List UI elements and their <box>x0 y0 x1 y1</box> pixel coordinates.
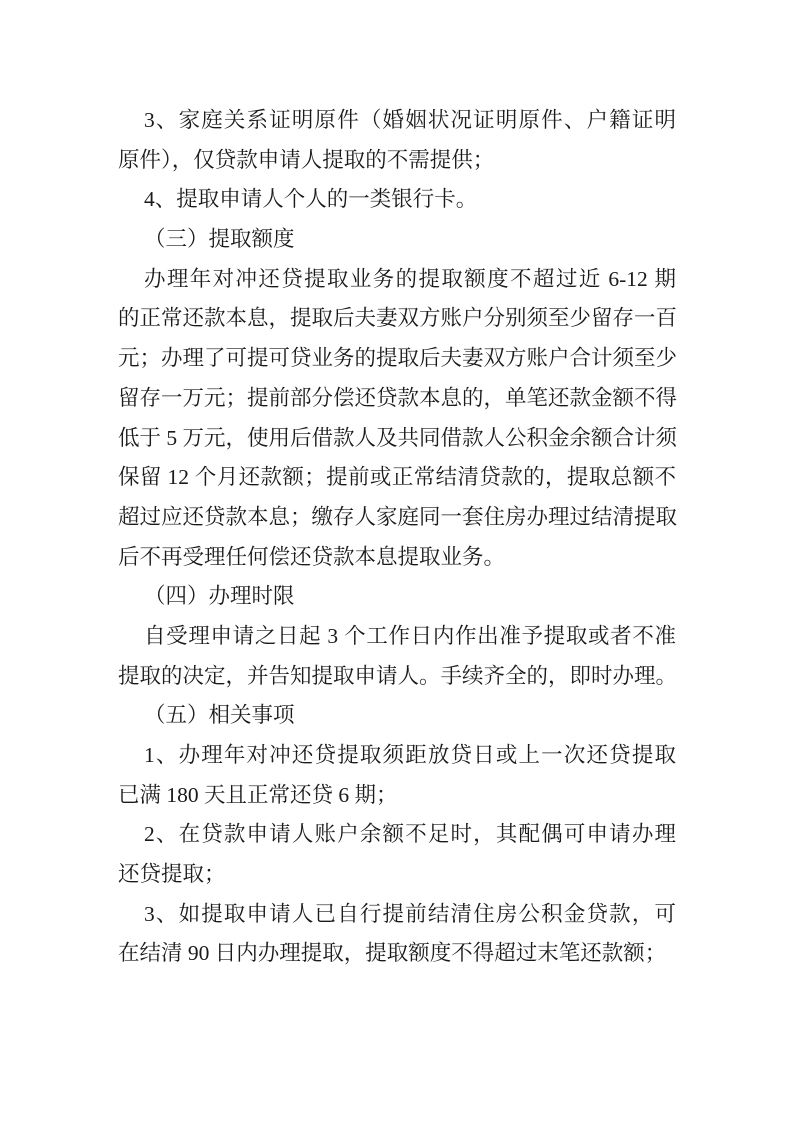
text-line: （四）办理时限 <box>144 584 295 609</box>
paragraph <box>118 617 676 696</box>
paragraph <box>118 180 676 220</box>
section-heading <box>118 220 676 260</box>
section-heading <box>118 696 676 736</box>
text-line: 原件），仅贷款申请人提取的不需提供； <box>118 147 495 172</box>
text-line: 留存一万元；提前部分偿还贷款本息的，单笔还款金额不得 <box>118 385 678 410</box>
text-line: 的正常还款本息，提取后夫妻双方账户分别须至少留存一百 <box>118 306 678 331</box>
paragraph <box>118 260 676 578</box>
text-line: 办理年对冲还贷提取业务的提取额度不超过近 6-12 期 <box>144 266 676 291</box>
text-line: 在结清 90 日内办理提取，提取额度不得超过末笔还款额； <box>118 941 667 966</box>
paragraph <box>118 895 676 974</box>
paragraph <box>118 101 676 180</box>
text-line: 1、办理年对冲还贷提取须距放贷日或上一次还贷提取 <box>144 743 676 767</box>
text-line: 元；办理了可提可贷业务的提取后夫妻双方账户合计须至少 <box>118 346 678 371</box>
section-heading <box>118 577 676 617</box>
text-line: 提取的决定，并告知提取申请人。手续齐全的，即时办理。 <box>118 663 678 688</box>
text-line: 3、如提取申请人已自行提前结清住房公积金贷款，可 <box>144 901 676 926</box>
text-line: 已满 180 天且正常还贷 6 期； <box>118 782 398 807</box>
text-line: 保留 12 个月还款额；提前或正常结清贷款的，提取总额不 <box>118 465 676 490</box>
paragraph <box>118 736 676 815</box>
text-line: （五）相关事项 <box>144 703 295 728</box>
text-line: （三）提取额度 <box>144 227 295 252</box>
text-line: 自受理申请之日起 3 个工作日内作出准予提取或者不准 <box>144 623 676 648</box>
document-body <box>118 101 676 974</box>
text-line: 后不再受理任何偿还贷款本息提取业务。 <box>118 544 506 569</box>
text-line: 4、提取申请人个人的一类银行卡。 <box>144 187 478 212</box>
text-line: 3、家庭关系证明原件（婚姻状况证明原件、户籍证明 <box>144 108 676 132</box>
paragraph <box>118 815 676 894</box>
text-line: 2、在贷款申请人账户余额不足时，其配偶可申请办理 <box>144 822 676 847</box>
text-line: 低于 5 万元，使用后借款人及共同借款人公积金余额合计须 <box>118 425 678 450</box>
text-line: 还贷提取； <box>118 862 226 887</box>
text-line: 超过应还贷款本息；缴存人家庭同一套住房办理过结清提取 <box>118 504 678 529</box>
